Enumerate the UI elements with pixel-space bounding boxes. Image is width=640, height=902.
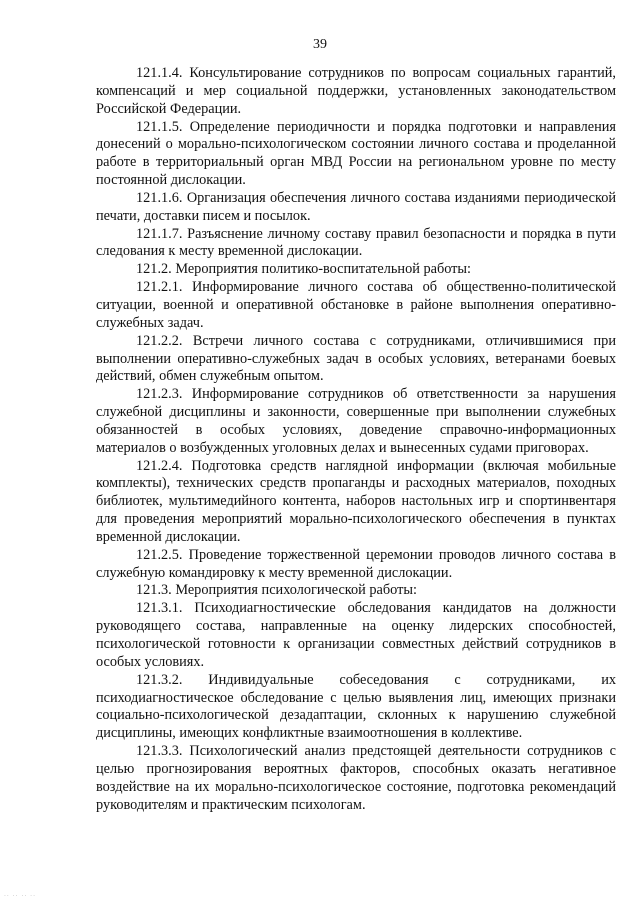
paragraph-121-1-7: 121.1.7. Разъяснение личному составу правил безопасности и порядка в пути следования к месту временной дислокации. <box>96 225 616 260</box>
paragraph-121-2-1: 121.2.1. Информирование личного состава об общественно-политической ситуации, военной и оперативной обстановке в районе выполнения оперативно-служебных задач. <box>96 279 616 331</box>
section-heading-121-2: 121.2. Мероприятия политико-воспитательной работы: <box>136 261 472 278</box>
page-number: 39 <box>313 37 327 52</box>
paragraph-121-1-4: 121.1.4. Консультирование сотрудников по вопросам социальных гарантий, компенсаций и мер социальной поддержки, установленных законодательством Российской Федерации. <box>96 65 616 117</box>
section-heading-121-3: 121.3. Мероприятия психологической работы: <box>136 582 417 599</box>
paragraph-121-2-2: 121.2.2. Встречи личного состава с сотрудниками, отличившимися при выполнении оперативно-служебных задач в особых условиях, ветеранами боевых действий, обмен служебным опытом. <box>96 332 616 385</box>
document-body <box>96 65 616 814</box>
paragraph-121-3-3: 121.3.3. Психологический анализ предстоящей деятельности сотрудников с целью прогнозирования вероятных факторов, способных оказать негативное воздействие на их морально-психологическое состояние, подготовка рекомендаций руководителям и практическим психологам. <box>96 743 616 813</box>
paragraph-121-2-4: 121.2.4. Подготовка средств наглядной информации (включая мобильные комплекты), технических средств пропаганды и расходных материалов, походных библиотек, мультимедийного контента, наборов настольных игр и спортинвентаря для проведения мероприятий морально-психологического обеспечения в пунктах временной дислокации. <box>96 457 616 545</box>
paragraph-121-2-5: 121.2.5. Проведение торжественной церемонии проводов личного состава в служебную командировку к месту временной дислокации. <box>96 546 616 581</box>
paragraph-121-2-3: 121.2.3. Информирование сотрудников об ответственности за нарушения служебной дисциплины и законности, совершенные при выполнении служебных обязанностей в особых условиях, доведение справочно-информационных материалов о возбужденных уголовных делах и вынесенных судами приговорах. <box>96 386 616 456</box>
paragraph-121-1-6: 121.1.6. Организация обеспечения личного состава изданиями периодической печати, доставки писем и посылок. <box>96 189 616 224</box>
paragraph-121-3-2: 121.3.2. Индивидуальные собеседования с сотрудниками, их психодиагностическое обследование с целью выявления лиц, имеющих признаки социально-психологической дезадаптации, склонных к нарушению служебной дисциплины, имеющих конфликтные взаимоотношения в коллективе. <box>96 671 616 742</box>
paragraph-121-3-1: 121.3.1. Психодиагностические обследования кандидатов на должности руководящего состава, направленные на оценку лидерских способностей, психологической готовности к организации совместных действий сотрудников в особых условиях. <box>96 600 616 670</box>
scan-artifact: ·· ·· ·· ·· <box>4 893 36 900</box>
paragraph-121-1-5: 121.1.5. Определение периодичности и порядка подготовки и направления донесений о морально-психологическом состоянии личного состава и проделанной работе в территориальный орган МВД России на региональном уровне по месту постоянной дислокации. <box>96 118 616 189</box>
